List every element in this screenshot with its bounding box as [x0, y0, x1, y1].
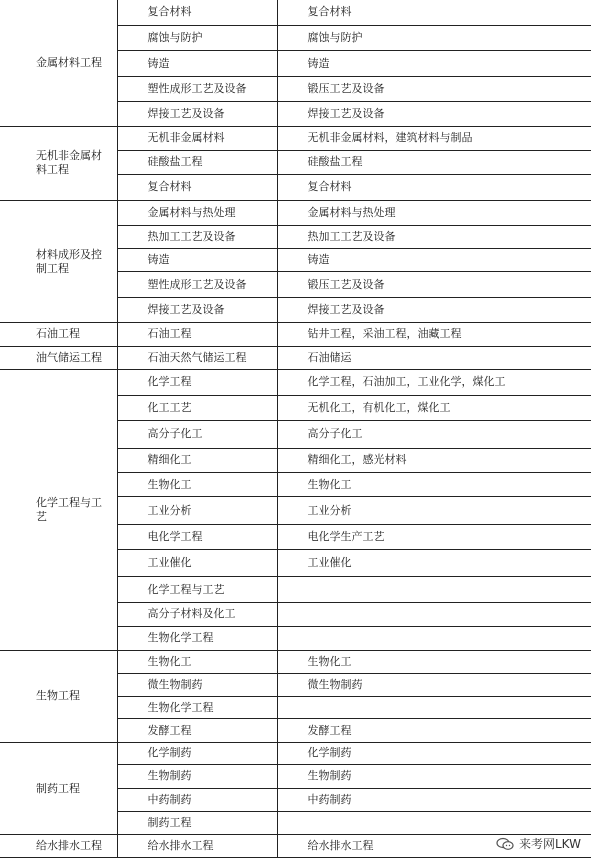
current-major-cell: 生物制药	[117, 765, 277, 788]
current-major-cell: 化学工程	[117, 370, 277, 395]
table-row	[0, 742, 591, 764]
current-major-cell: 铸造	[117, 248, 277, 271]
group-major-cell: 化学工程与工艺	[0, 370, 117, 651]
current-major-cell: 高分子化工	[117, 421, 277, 448]
former-major-cell: 化学制药	[277, 742, 591, 764]
current-major-cell: 焊接工艺及设备	[117, 102, 277, 126]
table-row	[0, 126, 591, 150]
former-major-cell: 焊接工艺及设备	[277, 297, 591, 322]
former-major-cell: 生物制药	[277, 765, 591, 788]
former-major-cell: 腐蚀与防护	[277, 25, 591, 50]
former-major-cell: 生物化工	[277, 651, 591, 673]
former-major-cell: 无机非金属材料，建筑材料与制品	[277, 126, 591, 150]
current-major-cell: 无机非金属材料	[117, 126, 277, 150]
table-row	[0, 346, 591, 369]
former-major-cell: 给水排水工程	[277, 835, 591, 858]
current-major-cell: 化学工程与工艺	[117, 576, 277, 602]
former-major-cell: 工业分析	[277, 497, 591, 524]
former-major-cell: 无机化工，有机化工，煤化工	[277, 395, 591, 420]
group-major-cell: 无机非金属材料工程	[0, 126, 117, 200]
current-major-cell: 电化学工程	[117, 524, 277, 549]
former-major-cell: 硅酸盐工程	[277, 151, 591, 174]
former-major-cell: 中药制药	[277, 788, 591, 811]
current-major-cell: 腐蚀与防护	[117, 25, 277, 50]
current-major-cell: 微生物制药	[117, 673, 277, 696]
current-major-cell: 制药工程	[117, 811, 277, 834]
current-major-cell: 生物化工	[117, 472, 277, 496]
current-major-cell: 生物化工	[117, 651, 277, 673]
former-major-cell: 高分子化工	[277, 421, 591, 448]
current-major-cell: 高分子材料及化工	[117, 603, 277, 626]
current-major-cell: 中药制药	[117, 788, 277, 811]
former-major-cell	[277, 603, 591, 626]
former-major-cell: 复合材料	[277, 174, 591, 200]
former-major-cell: 发酵工程	[277, 719, 591, 742]
group-major-cell: 金属材料工程	[0, 0, 117, 126]
current-major-cell: 给水排水工程	[117, 835, 277, 858]
former-major-cell: 钻井工程，采油工程，油藏工程	[277, 323, 591, 346]
former-major-cell	[277, 696, 591, 718]
former-major-cell: 热加工工艺及设备	[277, 225, 591, 248]
current-major-cell: 复合材料	[117, 174, 277, 200]
current-major-cell: 化工工艺	[117, 395, 277, 420]
current-major-cell: 石油工程	[117, 323, 277, 346]
current-major-cell: 焊接工艺及设备	[117, 297, 277, 322]
current-major-cell: 塑性成形工艺及设备	[117, 76, 277, 101]
group-major-cell: 材料成形及控制工程	[0, 201, 117, 323]
table-row	[0, 370, 591, 395]
group-major-cell: 给水排水工程	[0, 835, 117, 858]
former-major-cell: 电化学生产工艺	[277, 524, 591, 549]
former-major-cell: 工业催化	[277, 550, 591, 576]
former-major-cell: 精细化工，感光材料	[277, 448, 591, 472]
current-major-cell: 热加工工艺及设备	[117, 225, 277, 248]
current-major-cell: 生物化学工程	[117, 696, 277, 718]
chat-bubble-icon	[496, 837, 514, 851]
current-major-cell: 金属材料与热处理	[117, 201, 277, 225]
table-row	[0, 323, 591, 346]
table-row	[0, 201, 591, 225]
former-major-cell: 生物化工	[277, 472, 591, 496]
current-major-cell: 石油天然气储运工程	[117, 346, 277, 369]
current-major-cell: 工业催化	[117, 550, 277, 576]
group-major-cell: 生物工程	[0, 651, 117, 743]
current-major-cell: 发酵工程	[117, 719, 277, 742]
former-major-cell: 铸造	[277, 248, 591, 271]
current-major-cell: 精细化工	[117, 448, 277, 472]
current-major-cell: 生物化学工程	[117, 626, 277, 650]
group-major-cell: 石油工程	[0, 323, 117, 346]
current-major-cell: 工业分析	[117, 497, 277, 524]
former-major-cell: 微生物制药	[277, 673, 591, 696]
former-major-cell: 锻压工艺及设备	[277, 272, 591, 297]
current-major-cell: 化学制药	[117, 742, 277, 764]
former-major-cell	[277, 576, 591, 602]
current-major-cell: 硅酸盐工程	[117, 151, 277, 174]
current-major-cell: 塑性成形工艺及设备	[117, 272, 277, 297]
former-major-cell	[277, 811, 591, 834]
table-row	[0, 0, 591, 25]
former-major-cell: 化学工程，石油加工，工业化学，煤化工	[277, 370, 591, 395]
former-major-cell: 石油储运	[277, 346, 591, 369]
current-major-cell: 铸造	[117, 51, 277, 76]
watermark	[494, 835, 583, 852]
group-major-cell: 制药工程	[0, 742, 117, 835]
current-major-cell: 复合材料	[117, 0, 277, 25]
former-major-cell: 复合材料	[277, 0, 591, 25]
group-major-cell: 油气储运工程	[0, 346, 117, 369]
former-major-cell: 锻压工艺及设备	[277, 76, 591, 101]
former-major-cell	[277, 626, 591, 650]
watermark-text: 来考网LKW	[519, 837, 581, 851]
former-major-cell: 焊接工艺及设备	[277, 102, 591, 126]
table-row	[0, 651, 591, 673]
former-major-cell: 金属材料与热处理	[277, 201, 591, 225]
former-major-cell: 铸造	[277, 51, 591, 76]
